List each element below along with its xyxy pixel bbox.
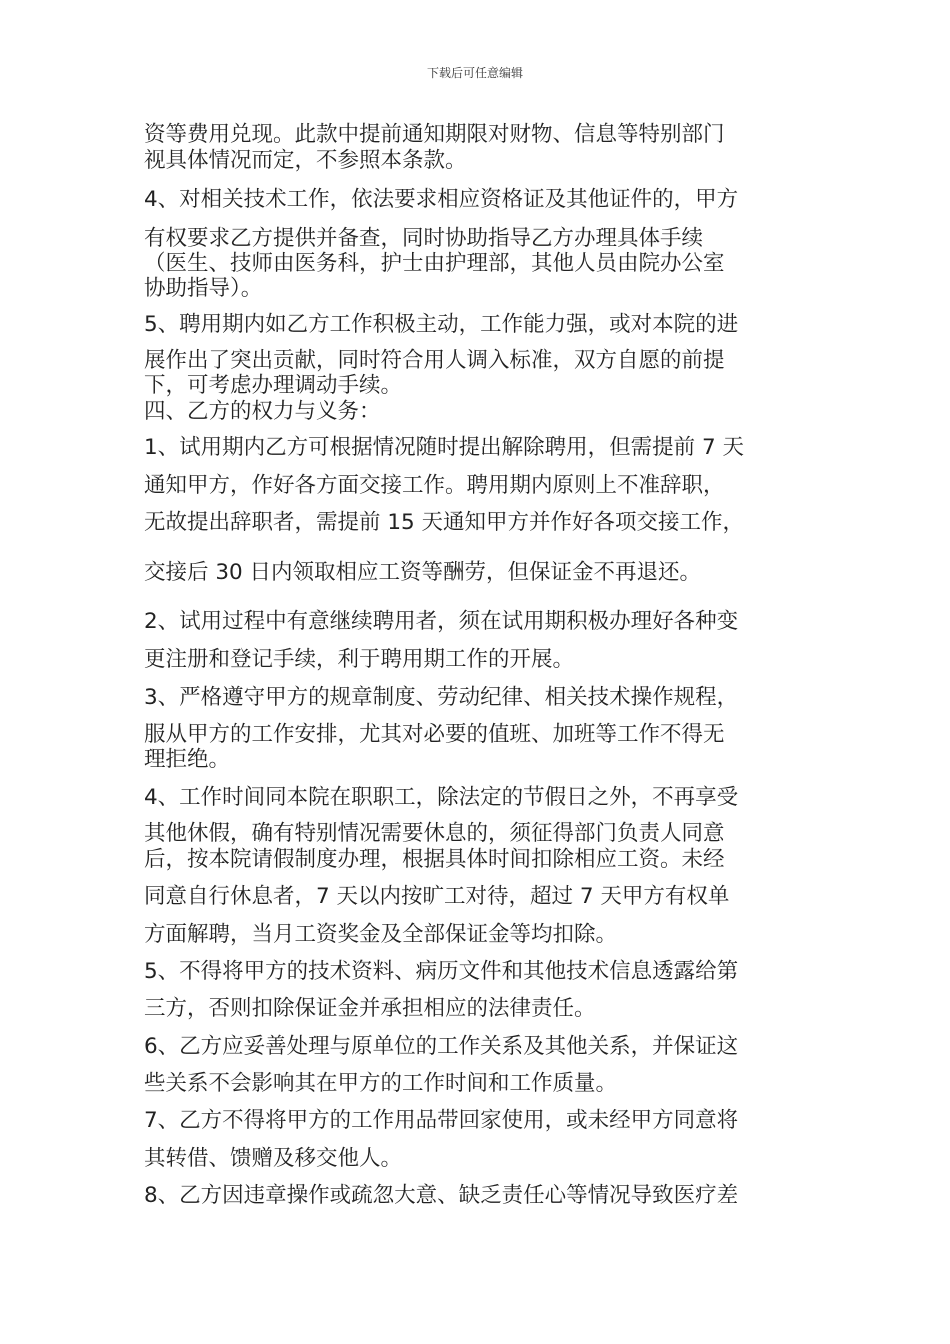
- text-line: 协助指导）。: [144, 276, 263, 301]
- text-line: 后，按本院请假制度办理，根据具体时间扣除相应工资。未经: [144, 847, 725, 872]
- text-line: 6、乙方应妥善处理与原单位的工作关系及其他关系，并保证这: [144, 1034, 739, 1059]
- text-line: 视具体情况而定，不参照本条款。: [144, 148, 467, 173]
- text-line: 四、乙方的权力与义务：: [144, 399, 381, 424]
- text-line: 方面解聘，当月工资奖金及全部保证金等均扣除。: [144, 922, 618, 947]
- text-line: 8、乙方因违章操作或疏忽大意、缺乏责任心等情况导致医疗差: [144, 1183, 739, 1208]
- text-line: 3、严格遵守甲方的规章制度、劳动纪律、相关技术操作规程，: [144, 685, 739, 710]
- text-line: （医生、技师由医务科，护士由护理部，其他人员由院办公室: [144, 251, 725, 276]
- text-line: 有权要求乙方提供并备查，同时协助指导乙方办理具体手续: [144, 226, 704, 251]
- text-line: 7、乙方不得将甲方的工作用品带回家使用，或未经甲方同意将: [144, 1108, 739, 1133]
- text-line: 其转借、馈赠及移交他人。: [144, 1146, 403, 1171]
- text-line: 些关系不会影响其在甲方的工作时间和工作质量。: [144, 1071, 618, 1096]
- text-line: 5、聘用期内如乙方工作积极主动，工作能力强，或对本院的进: [144, 312, 739, 337]
- text-line: 其他休假，确有特别情况需要休息的，须征得部门负责人同意: [144, 821, 725, 846]
- text-line: 同意自行休息者，7 天以内按旷工对待，超过 7 天甲方有权单: [144, 884, 730, 909]
- text-line: 4、对相关技术工作，依法要求相应资格证及其他证件的，甲方: [144, 187, 739, 212]
- text-line: 服从甲方的工作安排，尤其对必要的值班、加班等工作不得无: [144, 722, 725, 747]
- text-line: 4、工作时间同本院在职职工，除法定的节假日之外，不再享受: [144, 785, 739, 810]
- text-line: 展作出了突出贡献，同时符合用人调入标准，双方自愿的前提: [144, 348, 725, 373]
- text-line: 1、试用期内乙方可根据情况随时提出解除聘用，但需提前 7 天: [144, 435, 745, 460]
- text-line: 更注册和登记手续，利于聘用期工作的开展。: [144, 647, 575, 672]
- text-line: 通知甲方，作好各方面交接工作。聘用期内原则上不准辞职，: [144, 473, 725, 498]
- text-line: 2、试用过程中有意继续聘用者，须在试用期积极办理好各种变: [144, 609, 739, 634]
- page-header: 下载后可任意编辑: [426, 66, 523, 80]
- text-line: 三方，否则扣除保证金并承担相应的法律责任。: [144, 996, 596, 1021]
- text-line: 无故提出辞职者，需提前 15 天通知甲方并作好各项交接工作，: [144, 510, 745, 535]
- text-line: 理拒绝。: [144, 747, 231, 772]
- text-line: 5、不得将甲方的技术资料、病历文件和其他技术信息透露给第: [144, 959, 739, 984]
- text-line: 交接后 30 日内领取相应工资等酬劳，但保证金不再退还。: [144, 560, 702, 585]
- text-line: 下，可考虑办理调动手续。: [144, 373, 403, 398]
- text-line: 资等费用兑现。此款中提前通知期限对财物、信息等特别部门: [144, 122, 725, 147]
